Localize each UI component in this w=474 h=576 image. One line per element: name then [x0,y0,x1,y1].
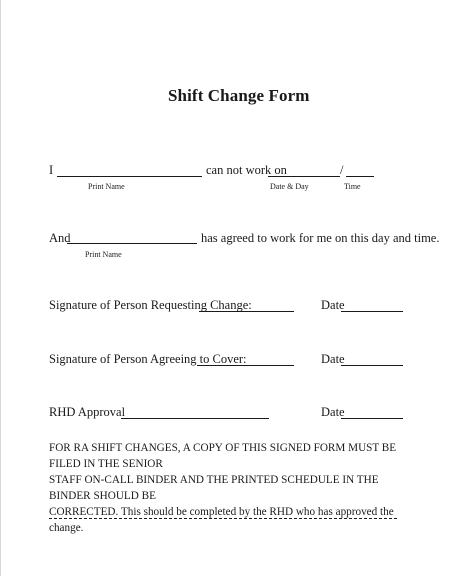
time-field[interactable] [346,176,374,177]
notice-line-1: FOR RA SHIFT CHANGES, A COPY OF THIS SIGNED FORM MUST BE FILED IN THE SENIOR [49,442,397,470]
caption-print-name-1: Print Name [88,182,125,191]
caption-date-day: Date & Day [270,182,309,191]
signature-covering-date-field[interactable] [341,365,403,366]
signature-requesting-label: Signature of Person Requesting Change: [49,298,252,312]
signature-covering-date-label: Date [321,352,345,366]
line2-suffix: has agreed to work for me on this day and time. [201,231,440,245]
signature-requesting-date-field[interactable] [341,311,403,312]
signature-requesting-date-label: Date [321,298,345,312]
rhd-approval-date-label: Date [321,405,345,419]
dashed-separator [49,518,397,519]
line2-prefix: And [49,231,71,245]
signature-covering-field[interactable] [197,365,294,366]
print-name-field-2[interactable] [67,243,197,244]
line1-slash: / [340,163,344,177]
line1-middle-text: can not work on [206,163,287,177]
rhd-approval-label: RHD Approval [49,405,126,419]
signature-requesting-field[interactable] [199,311,294,312]
rhd-approval-field[interactable] [121,418,269,419]
date-day-field[interactable] [268,176,340,177]
notice-line-3-caps: CORRECTED. [49,506,119,518]
rhd-approval-date-field[interactable] [341,418,403,419]
signature-covering-label: Signature of Person Agreeing to Cover: [49,352,247,366]
caption-time: Time [344,182,361,191]
form-title: Shift Change Form [168,86,310,105]
notice-line-3-rest: This should be completed by the RHD who has approved the change. [49,506,394,534]
filing-notice [49,440,419,536]
print-name-field-1[interactable] [57,176,202,177]
notice-line-2: STAFF ON-CALL BINDER AND THE PRINTED SCHEDULE IN THE BINDER SHOULD BE [49,474,379,502]
line1-prefix: I [49,163,54,177]
notice-line-3 [49,504,419,536]
caption-print-name-2: Print Name [85,250,122,259]
